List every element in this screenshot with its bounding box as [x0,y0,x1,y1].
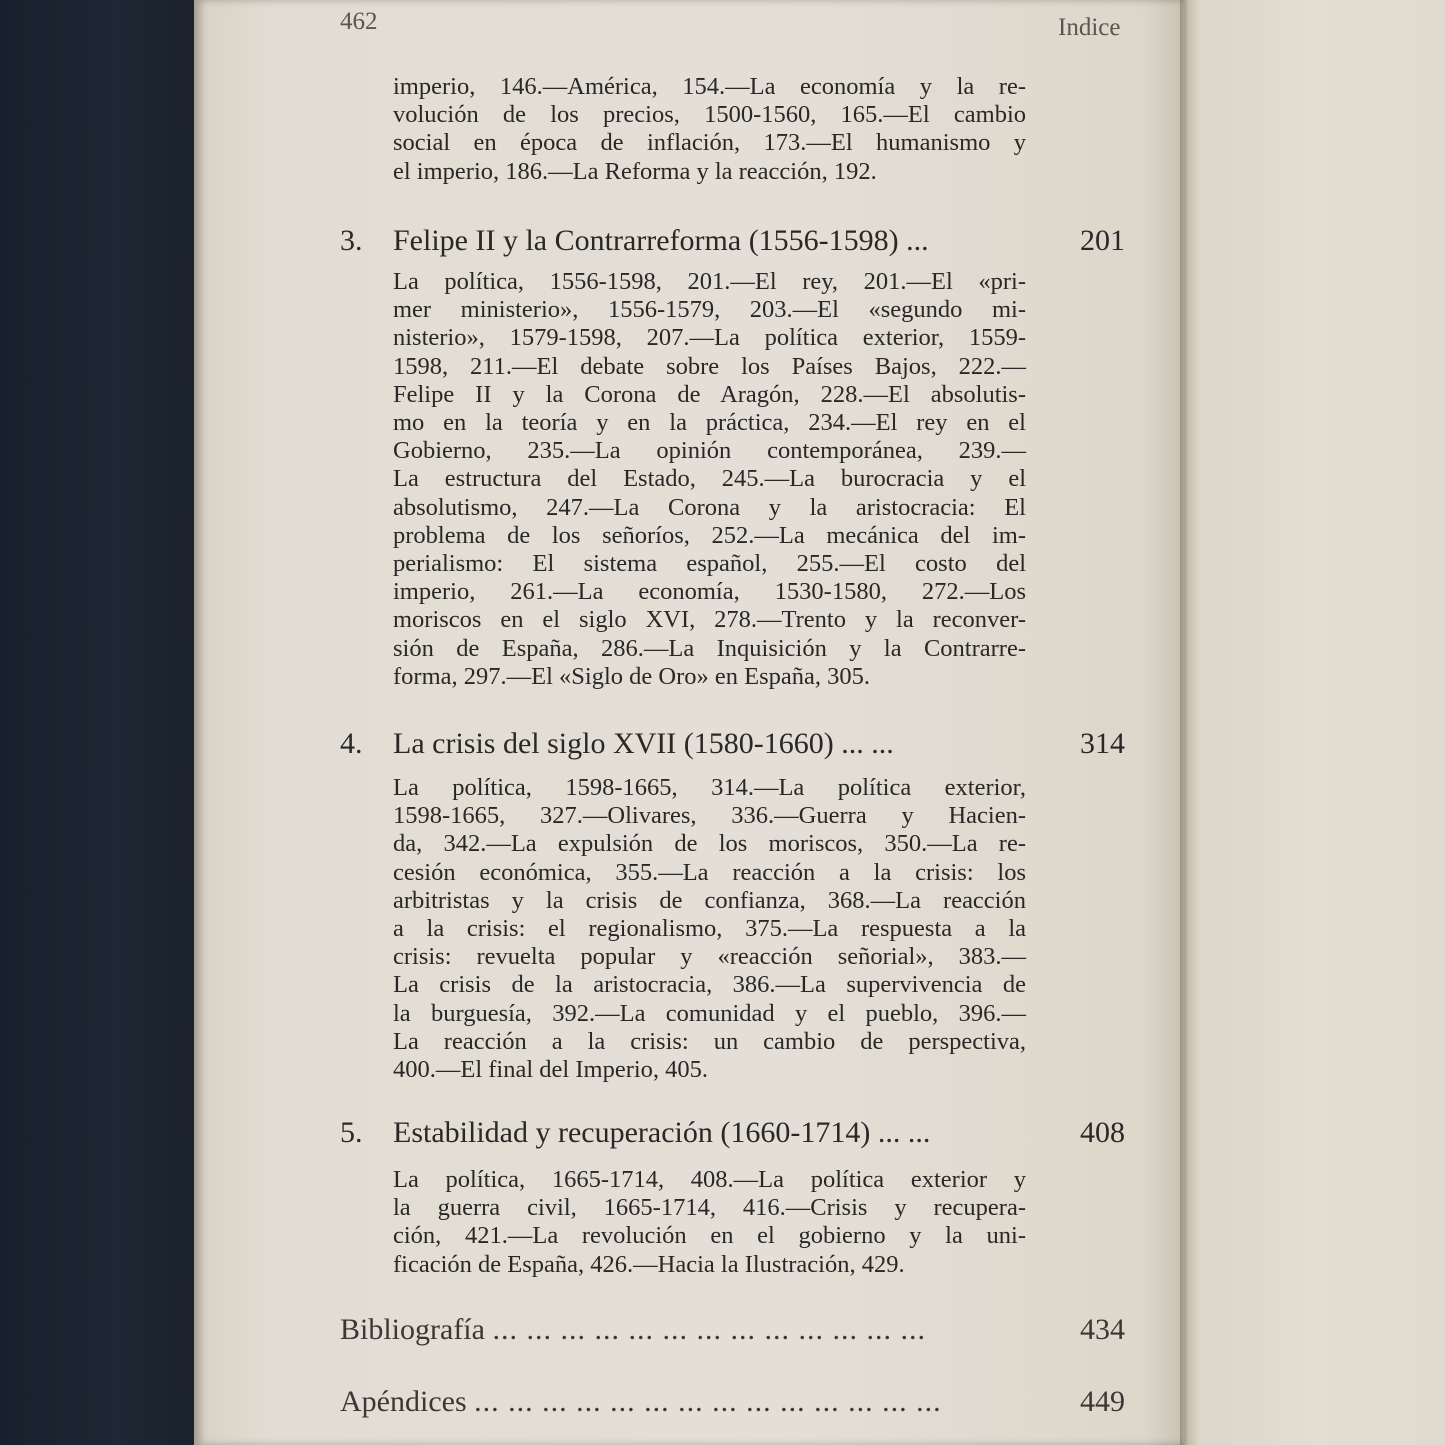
chapter-title: Felipe II y la Contrarreforma (1556-1598) ... [393,224,929,257]
text-line: absolutismo, 247.—La Corona y la aristocracia: El [393,493,1026,521]
text-line: imperio, 146.—América, 154.—La economía y la re- [393,73,1026,100]
text-line: La política, 1556-1598, 201.—El rey, 201.—El «pri- [393,268,1026,295]
text-line: sión de España, 286.—La Inquisición y la Contrarre- [393,634,1026,662]
chapter-page: 314 [1080,727,1125,760]
entry-page: 449 [1080,1385,1125,1418]
toc-entry-bibliografia [340,1313,1125,1347]
chapter-title: Estabilidad y recuperación (1660-1714) ... ... [393,1116,931,1149]
chapter-number: 3. [340,224,363,257]
text-line: 1598-1665, 327.—Olivares, 336.—Guerra y Hacien- [393,802,1026,830]
entry-page: 434 [1080,1313,1125,1346]
text-line: La política, 1598-1665, 314.—La política exterior, [393,774,1026,801]
chapter-page: 201 [1080,224,1125,257]
text-line: La crisis de la aristocracia, 386.—La supervivencia de [393,971,1026,999]
entry-title: Bibliografía [340,1313,485,1346]
text-line: problema de los señoríos, 252.—La mecánica del im- [393,521,1026,549]
chapter-5-summary [393,1166,1026,1279]
text-line: crisis: revuelta popular y «reacción señorial», 383.— [393,943,1026,971]
text-line: La política, 1665-1714, 408.—La política exterior y [393,1166,1026,1193]
text-line: a la crisis: el regionalismo, 375.—La respuesta a la [393,915,1026,943]
chapter-page: 408 [1080,1116,1125,1149]
toc-entry-apendices [340,1385,1125,1419]
chapter-title: La crisis del siglo XVII (1580-1660) ... ... [393,727,894,760]
text-line: cesión económica, 355.—La reacción a la crisis: los [393,858,1026,886]
intro-paragraph [393,73,1026,186]
text-line: arbitristas y la crisis de confianza, 368.—La reacción [393,886,1026,914]
dot-leader: ... ... ... ... ... ... ... ... ... ... ... ... ... ... [474,1385,942,1418]
background-dark-surface [0,0,198,1445]
text-line: moriscos en el siglo XVI, 278.—Trento y la reconver- [393,606,1026,634]
text-line: mo en la teoría y en la práctica, 234.—El rey en el [393,409,1026,437]
text-line: social en época de inflación, 173.—El humanismo y [393,129,1026,157]
text-line: Gobierno, 235.—La opinión contemporánea, 239.— [393,437,1026,465]
text-line: mer ministerio», 1556-1579, 203.—El «segundo mi- [393,296,1026,324]
text-line: el imperio, 186.—La Reforma y la reacción, 192. [393,157,877,185]
text-line: 400.—El final del Imperio, 405. [393,1056,709,1084]
entry-title: Apéndices [340,1385,467,1418]
chapter-number: 5. [340,1116,363,1149]
text-line: la guerra civil, 1665-1714, 416.—Crisis y recupera- [393,1194,1026,1222]
text-line: perialismo: El sistema español, 255.—El costo del [393,550,1026,578]
chapter-number: 4. [340,727,363,760]
dot-leader: ... ... ... ... ... ... ... ... ... ... ... ... ... [492,1313,926,1346]
text-line: 1598, 211.—El debate sobre los Países Bajos, 222.— [393,352,1026,380]
text-line: La reacción a la crisis: un cambio de perspectiva, [393,1027,1026,1055]
text-line: volución de los precios, 1500-1560, 165.—El cambio [393,101,1026,129]
text-line: imperio, 261.—La economía, 1530-1580, 272.—Los [393,578,1026,606]
text-line: ción, 421.—La revolución en el gobierno y la uni- [393,1222,1026,1250]
chapter-3-heading [340,224,1125,258]
chapter-3-summary [393,268,1026,691]
page-number: 462 [340,8,378,35]
chapter-5-heading [340,1116,1125,1150]
facing-page-edge [1184,0,1445,1445]
text-line: nisterio», 1579-1598, 207.—La política exterior, 1559- [393,324,1026,352]
chapter-4-heading [340,727,1125,761]
text-line: la burguesía, 392.—La comunidad y el pueblo, 396.— [393,999,1026,1027]
book-gutter [1180,0,1188,1445]
text-line: La estructura del Estado, 245.—La burocracia y el [393,465,1026,493]
text-line: da, 342.—La expulsión de los moriscos, 350.—La re- [393,830,1026,858]
text-line: forma, 297.—El «Siglo de Oro» en España, 305. [393,662,870,690]
text-line: Felipe II y la Corona de Aragón, 228.—El absolutis- [393,380,1026,408]
running-title: Indice [1058,14,1121,41]
text-line: ficación de España, 426.—Hacia la Ilustración, 429. [393,1250,905,1278]
chapter-4-summary [393,774,1026,1084]
